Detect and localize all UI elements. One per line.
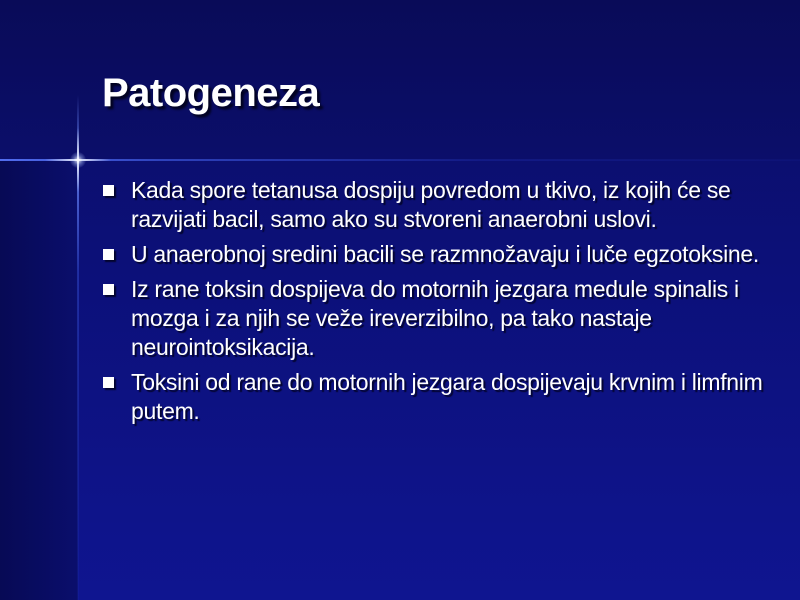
left-band [0, 160, 78, 600]
bullet-item [103, 176, 763, 234]
bullet-item [103, 240, 763, 269]
horizontal-divider-line [0, 159, 800, 161]
bullet-list [103, 176, 763, 432]
bullet-item [103, 368, 763, 426]
slide-title: Patogeneza [102, 71, 320, 115]
square-bullet-icon [103, 284, 114, 295]
bullet-text: Iz rane toksin dospijeva do motornih jezgara medule spinalis i mozga i za njih se veže ireverzibilno, pa tako nastaje neurointoksikacija. [131, 276, 739, 360]
sparkle-glow [70, 152, 86, 168]
bullet-item [103, 275, 763, 362]
square-bullet-icon [103, 377, 114, 388]
bullet-text: U anaerobnoj sredini bacili se razmnožavaju i luče egzotoksine. [131, 241, 760, 267]
bullet-text: Toksini od rane do motornih jezgara dospijevaju krvnim i limfnim putem. [131, 369, 763, 424]
bullet-text: Kada spore tetanusa dospiju povredom u tkivo, iz kojih će se razvijati bacil, samo ako su stvoreni anaerobni uslovi. [131, 177, 731, 232]
square-bullet-icon [103, 249, 114, 260]
square-bullet-icon [103, 185, 114, 196]
